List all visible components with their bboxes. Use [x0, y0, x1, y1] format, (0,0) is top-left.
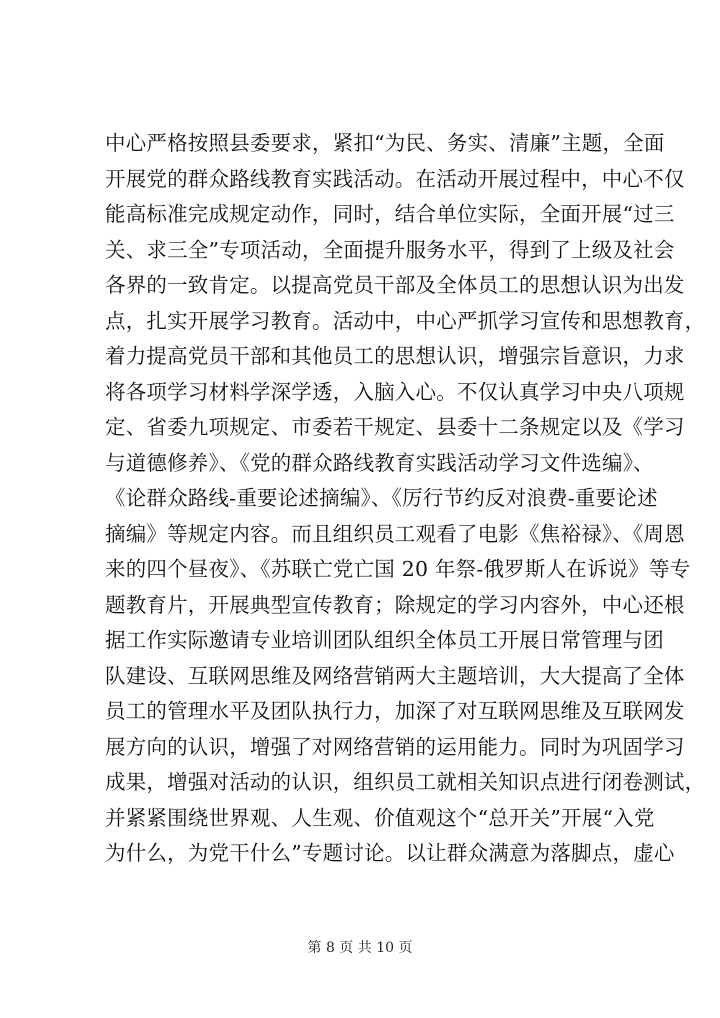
body-text [105, 126, 706, 872]
text-line: 员工的管理水平及团队执行力，加深了对互联网思维及互联网发 [105, 699, 685, 723]
text-line: 与道德修养》、《党的群众路线教育实践活动学习文件选编》、 [105, 450, 654, 475]
text-line: 为什么，为党干什么”专题讨论。以让群众满意为落脚点，虚心 [105, 841, 675, 865]
text-line: 关、求三全”专项活动，全面提升服务水平，得到了上级及社会 [105, 237, 675, 262]
text-line: 摘编》等规定内容。而且组织员工观看了电影《焦裕禄》、《周恩 [105, 521, 685, 546]
page-number: 第 8 页 共 10 页 [307, 940, 413, 956]
text-line: 将各项学习材料学深学透，入脑入心。不仅认真学习中央八项规 [105, 379, 685, 404]
text-line: 点，扎实开展学习教育。活动中，中心严抓学习宣传和思想教育， [105, 308, 706, 333]
text-line: 成果，增强对活动的认识，组织员工就相关知识点进行闭卷测试， [105, 770, 706, 794]
text-line: 开展党的群众路线教育实践活动。在活动开展过程中，中心不仅 [105, 166, 685, 191]
text-line: 展方向的认识，增强了对网络营销的运用能力。同时为巩固学习 [105, 734, 685, 759]
text-line: 《论群众路线-重要论述摘编》、《厉行节约反对浪费-重要论述 [105, 486, 658, 510]
text-line: 来的四个昼夜》、《苏联亡党亡国 20 年祭-俄罗斯人在诉说》等专 [105, 557, 691, 581]
text-line: 队建设、互联网思维及网络营销两大主题培训，大大提高了全体 [105, 663, 685, 688]
text-line: 各界的一致肯定。以提高党员干部及全体员工的思想认识为出发 [105, 273, 685, 297]
text-line: 着力提高党员干部和其他员工的思想认识，增强宗旨意识，力求 [105, 344, 685, 368]
text-line: 中心严格按照县委要求，紧扣“为民、务实、清廉”主题，全面 [105, 131, 665, 155]
text-line: 能高标准完成规定动作，同时，结合单位实际，全面开展“过三 [105, 202, 675, 226]
text-line: 定、省委九项规定、市委若干规定、县委十二条规定以及《学习 [105, 415, 685, 439]
text-line: 并紧紧围绕世界观、人生观、价值观这个“总开关”开展“入党 [105, 805, 655, 830]
text-line: 题教育片，开展典型宣传教育；除规定的学习内容外，中心还根 [105, 592, 685, 617]
text-line: 据工作实际邀请专业培训团队组织全体员工开展日常管理与团 [105, 628, 664, 652]
